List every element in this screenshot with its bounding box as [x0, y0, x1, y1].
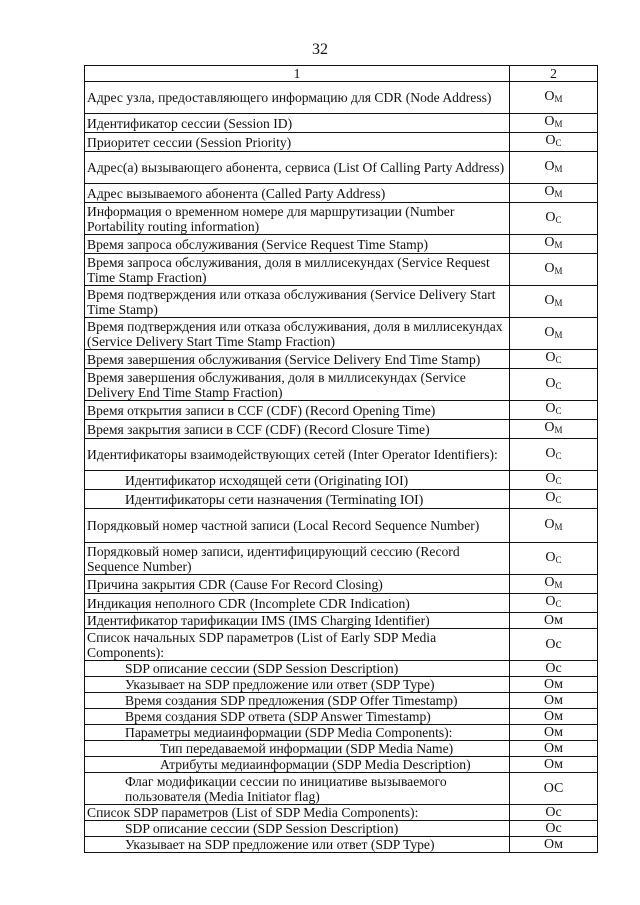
category-value: O: [544, 260, 555, 276]
parameter-name-cell: Порядковый номер записи, идентифицирующий сессию (Record Sequence Number): [85, 543, 510, 575]
table-row: [85, 203, 598, 235]
category-cell: [510, 805, 598, 821]
category-value: O: [544, 420, 555, 435]
category-value: O: [545, 133, 556, 148]
table-row: [85, 133, 598, 152]
table-row: [85, 420, 598, 439]
category-subscript: C: [555, 554, 562, 565]
category-cell: [510, 821, 598, 837]
table-row: [85, 575, 598, 594]
category-cell: [510, 613, 598, 629]
parameter-name-cell: SDP описание сессии (SDP Session Description): [85, 661, 510, 677]
category-value: Ом: [544, 725, 563, 740]
parameter-name-cell: Идентификатор тарификации IMS (IMS Charging Identifier): [85, 613, 510, 629]
table-row: [85, 661, 598, 677]
category-value: Ом: [544, 613, 563, 628]
category-value: O: [545, 471, 556, 486]
category-cell: [510, 471, 598, 490]
parameter-name-cell: Время подтверждения или отказа обслуживания (Service Delivery Start Time Stamp): [85, 286, 510, 318]
category-cell: [510, 152, 598, 184]
category-subscript: M: [554, 521, 563, 532]
parameter-name-cell: Адрес вызываемого абонента (Called Party Address): [85, 184, 510, 203]
category-value: O: [545, 401, 556, 416]
parameter-name-cell: Время завершения обслуживания (Service Delivery End Time Stamp): [85, 350, 510, 369]
table-row: [85, 254, 598, 286]
parameter-name-cell: Время создания SDP предложения (SDP Offer Timestamp): [85, 693, 510, 709]
table-row: [85, 677, 598, 693]
category-subscript: C: [555, 214, 562, 225]
parameter-name-cell: Адрес(а) вызывающего абонента, сервиса (List Of Calling Party Address): [85, 152, 510, 184]
category-subscript: M: [554, 189, 563, 199]
category-subscript: M: [554, 93, 563, 104]
parameter-name-cell: Параметры медиаинформации (SDP Media Components):: [85, 725, 510, 741]
category-value: Ом: [544, 741, 563, 756]
category-value: O: [544, 184, 555, 199]
category-cell: [510, 677, 598, 693]
column-header-1: 1: [85, 66, 510, 82]
table-row: [85, 613, 598, 629]
category-subscript: M: [554, 580, 563, 590]
category-cell: [510, 509, 598, 543]
parameter-name-cell: Список начальных SDP параметров (List of Early SDP Media Components):: [85, 629, 510, 661]
category-subscript: M: [554, 425, 563, 435]
category-cell: [510, 543, 598, 575]
table-row: [85, 286, 598, 318]
category-cell: [510, 184, 598, 203]
category-cell: [510, 286, 598, 318]
category-cell: [510, 420, 598, 439]
parameter-name-cell: Время запроса обслуживания, доля в миллисекундах (Service Request Time Stamp Fraction): [85, 254, 510, 286]
category-value: O: [544, 292, 555, 308]
parameter-name-cell: Список SDP параметров (List of SDP Media Components):: [85, 805, 510, 821]
category-subscript: C: [555, 355, 562, 365]
parameter-name-cell: Указывает на SDP предложение или ответ (SDP Type): [85, 677, 510, 693]
table-row: [85, 805, 598, 821]
category-value: O: [545, 445, 556, 461]
category-subscript: M: [554, 119, 563, 129]
parameter-name-cell: Время запроса обслуживания (Service Request Time Stamp): [85, 235, 510, 254]
category-value: O: [544, 114, 555, 129]
category-cell: [510, 773, 598, 805]
category-value: O: [544, 235, 555, 250]
table-row: [85, 509, 598, 543]
table-row: [85, 821, 598, 837]
table-row: [85, 629, 598, 661]
table-row: [85, 773, 598, 805]
parameter-name-cell: Индикация неполного CDR (Incomplete CDR Indication): [85, 594, 510, 613]
category-value: O: [545, 375, 556, 391]
table-row: [85, 401, 598, 420]
parameter-name-cell: Информация о временном номере для маршрутизации (Number Portability routing information): [85, 203, 510, 235]
column-header-2: 2: [510, 66, 598, 82]
page-number: 32: [312, 41, 328, 58]
table-row: [85, 757, 598, 773]
table-row: [85, 693, 598, 709]
category-subscript: M: [554, 265, 563, 276]
category-value: O: [544, 575, 555, 590]
parameter-name-cell: Идентификатор сессии (Session ID): [85, 114, 510, 133]
parameter-name-cell: Атрибуты медиаинформации (SDP Media Description): [85, 757, 510, 773]
parameter-name-cell: SDP описание сессии (SDP Session Description): [85, 821, 510, 837]
category-cell: [510, 629, 598, 661]
category-value: Ом: [544, 677, 563, 692]
table-row: [85, 82, 598, 114]
category-cell: [510, 439, 598, 471]
category-subscript: C: [555, 406, 562, 416]
category-value: O: [545, 209, 556, 225]
category-cell: [510, 133, 598, 152]
parameter-name-cell: Флаг модификации сессии по инициативе вызываемого пользователя (Media Initiator flag): [85, 773, 510, 805]
table-row: [85, 837, 598, 853]
parameter-name-cell: Адрес узла, предоставляющего информацию для CDR (Node Address): [85, 82, 510, 114]
parameter-name-cell: Время закрытия записи в CCF (CDF) (Record Closure Time): [85, 420, 510, 439]
category-value: ОС: [543, 781, 564, 796]
category-cell: [510, 490, 598, 509]
category-cell: [510, 837, 598, 853]
category-subscript: C: [555, 599, 562, 609]
parameter-name-cell: Указывает на SDP предложение или ответ (SDP Type): [85, 837, 510, 853]
table-row: [85, 369, 598, 401]
category-subscript: C: [555, 380, 562, 391]
table-row: [85, 318, 598, 350]
table-row: [85, 594, 598, 613]
category-cell: [510, 725, 598, 741]
parameter-name-cell: Время создания SDP ответа (SDP Answer Timestamp): [85, 709, 510, 725]
table-row: [85, 114, 598, 133]
category-value: O: [545, 490, 556, 505]
table-row: [85, 543, 598, 575]
category-cell: [510, 575, 598, 594]
category-value: Ос: [545, 805, 562, 820]
parameter-name-cell: Идентификатор исходящей сети (Originating IOI): [85, 471, 510, 490]
category-cell: [510, 693, 598, 709]
table-row: [85, 184, 598, 203]
table-row: [85, 235, 598, 254]
parameter-name-cell: Причина закрытия CDR (Cause For Record Closing): [85, 575, 510, 594]
category-value: O: [545, 350, 556, 365]
category-subscript: M: [554, 163, 563, 174]
category-cell: [510, 318, 598, 350]
category-cell: [510, 369, 598, 401]
parameter-name-cell: Тип передаваемой информации (SDP Media Name): [85, 741, 510, 757]
category-cell: [510, 757, 598, 773]
table-row: [85, 439, 598, 471]
category-cell: [510, 203, 598, 235]
category-value: O: [544, 158, 555, 174]
parameter-name-cell: Идентификаторы сети назначения (Terminating IOI): [85, 490, 510, 509]
category-subscript: M: [554, 297, 563, 308]
table-row: [85, 152, 598, 184]
table-header-row: [85, 66, 598, 82]
category-value: O: [544, 324, 555, 340]
category-subscript: M: [554, 329, 563, 340]
parameter-name-cell: Идентификаторы взаимодействующих сетей (Inter Operator Identifiers):: [85, 439, 510, 471]
category-cell: [510, 709, 598, 725]
category-value: Ос: [545, 821, 562, 836]
category-cell: [510, 594, 598, 613]
category-value: Ом: [544, 757, 563, 772]
category-value: Ом: [544, 693, 563, 708]
category-cell: [510, 254, 598, 286]
category-value: Ос: [545, 637, 562, 652]
category-value: O: [544, 516, 555, 532]
table-row: [85, 709, 598, 725]
table-row: [85, 725, 598, 741]
category-value: Ос: [545, 661, 562, 676]
category-subscript: M: [554, 240, 563, 250]
category-cell: [510, 114, 598, 133]
category-cell: [510, 350, 598, 369]
category-subscript: C: [555, 476, 562, 486]
table-row: [85, 471, 598, 490]
category-cell: [510, 661, 598, 677]
category-value: O: [544, 88, 555, 104]
table-row: [85, 490, 598, 509]
parameter-name-cell: Порядковый номер частной записи (Local Record Sequence Number): [85, 509, 510, 543]
category-cell: [510, 401, 598, 420]
category-value: Ом: [544, 709, 563, 724]
parameter-name-cell: Время подтверждения или отказа обслуживания, доля в миллисекундах (Service Delivery Start Time Stamp Fraction): [85, 318, 510, 350]
parameter-name-cell: Приоритет сессии (Session Priority): [85, 133, 510, 152]
category-value: O: [545, 594, 556, 609]
category-subscript: C: [555, 450, 562, 461]
category-subscript: C: [555, 138, 562, 148]
table-row: [85, 741, 598, 757]
parameter-name-cell: Время завершения обслуживания, доля в миллисекундах (Service Delivery End Time Stamp Fraction): [85, 369, 510, 401]
category-subscript: C: [555, 495, 562, 505]
table-row: [85, 350, 598, 369]
cdr-parameters-table: [84, 65, 598, 853]
category-value: Ом: [544, 837, 563, 852]
parameter-name-cell: Время открытия записи в CCF (CDF) (Record Opening Time): [85, 401, 510, 420]
category-cell: [510, 741, 598, 757]
category-value: O: [545, 549, 556, 565]
category-cell: [510, 82, 598, 114]
category-cell: [510, 235, 598, 254]
